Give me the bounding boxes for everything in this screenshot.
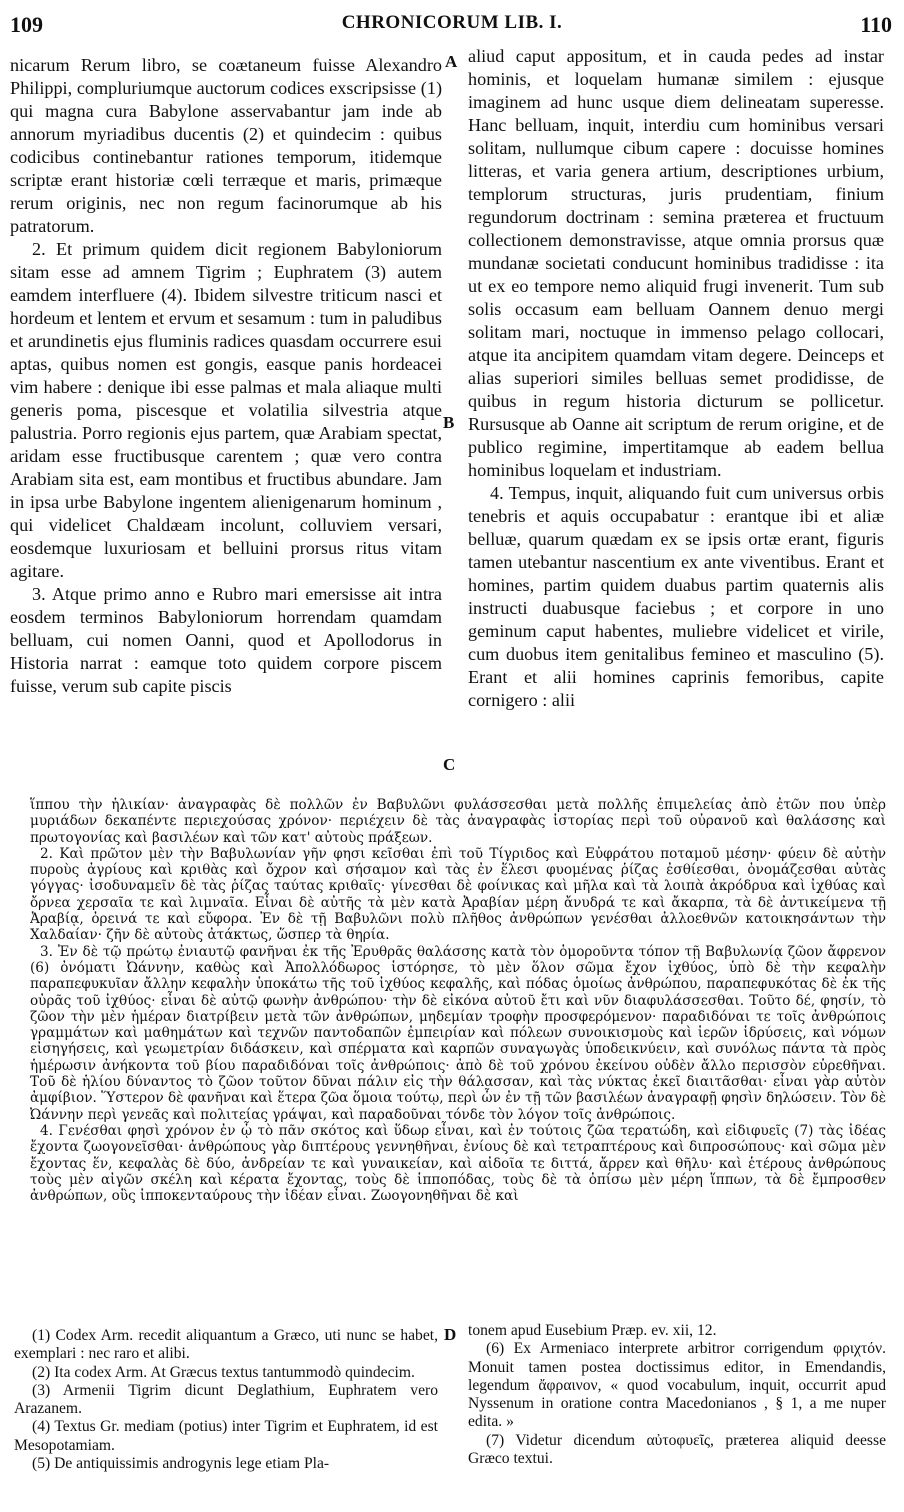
latin-paragraph: aliud caput appositum, et in cauda pedes ad instar hominis, et loquelam humanæ similem : ejusque imaginem ad hunc usque diem delineatam superesse. Hanc belluam, inquit, interdiu cum hominibus versari solitam, nullumque cibum capere : docuisse homines litteras, et varia genera artium, descriptiones urbium, templorum structuras, juris prudentiam, finium regundorum doctrinam : semina præterea et fructuum collectionem demonstravisse, atque omnia prorsus quæ mundanæ societati conducunt hominibus tradidisse : ita ut ex eo tempore nemo aliquid frugi invenerit. Tum sub solis occasum eam belluam Oannem denuo mergi solitam mari, noctuque in immenso pelago collocari, atque ita ancipitem quamdam vitam degere. Deinceps et alias superiori similes belluas semet prodidisse, de quibus in regum historia dicturum se pollicetur. Rursusque ab Oanne ait scriptum de rerum origine, et de publico regimine, impertitamque ab eadem bellua hominibus loquelam et industriam. (468, 46, 884, 480)
running-title: CHRONICORUM LIB. I. (341, 12, 563, 33)
latin-column-right (468, 45, 884, 788)
footnote: (2) Ita codex Arm. At Græcus textus tantummodò quindecim. (32, 1363, 415, 1381)
margin-marker-a: A (445, 52, 458, 71)
greek-paragraph: 4. Γενέσθαι φησὶ χρόνον ἐν ᾧ τὸ πᾶν σκότος καὶ ὕδωρ εἶναι, καὶ ἐν τούτοις ζῶα τερατώδη, καὶ εἰδιφυεῖς (7) τὰς ἰδέας ἔχοντα ζωογονεῖσθαι· ἀνθρώπους γὰρ διπτέρους γεννηθῆναι, ἐνίους δὲ καὶ τετραπτέρους καὶ διπροσώπους· καὶ σῶμα μὲν ἔχοντας ἕν, κεφαλὰς δὲ δύο, ἀνδρείαν τε καὶ γυναικείαν, καὶ αἰδοῖα τε διττά, ἄρρεν καὶ θῆλυ· καὶ ἑτέρους ἀνθρώπους τοὺς μὲν αἰγῶν σκέλη καὶ κέρατα ἔχοντας, τοὺς δὲ ἱπποπόδας, τοὺς δὲ τὰ ὀπίσω μὲν μέρη ἵππων, τὰ δὲ ἔμπροσθεν ἀνθρώπων, οὓς ἱπποκενταύρους τὴν ἰδέαν εἶναι. Ζωογονηθῆναι δὲ καὶ (30, 1122, 886, 1205)
margin-marker-c: C (443, 755, 456, 774)
footnote: (1) Codex Arm. recedit aliquantum a Græco, uti nunc se habet, exemplari : nec raro et alibi. (14, 1327, 438, 1363)
running-header (0, 8, 904, 44)
footnote: (6) Ex Armeniaco interprete arbitror corrigendum φριχτόν. Monuit tamen postea doctissimus editor, in Emendandis, legendum ἄφραινον, « quod vocabulum, inquit, occurrit apud Nyssenum in oratione contra Macedonianos , § 1, a me nuper edita. » (468, 1340, 886, 1431)
latin-paragraph: nicarum Rerum libro, se coætaneum fuisse Alexandro Philippi, compluriumque auctorum codices exscripsisse (1) qui magna cura Babylone asservabantur jam inde ab annorum myriadibus ducentis (2) et quindecim : quibus codicibus continebantur rationes temporum, itidemque scriptæ erant historiæ cœli terræque et maris, primæque rerum originis, nec non regum facinorumque ab his patratorum. (10, 55, 442, 236)
footnote: (7) Videtur dicendum αὐτοφυεῖς, præterea aliquid deesse Græco textui. (468, 1431, 886, 1468)
margin-marker-b: B (443, 413, 455, 432)
footnote: (5) De antiquissimis androgynis lege etiam Pla- (32, 1455, 330, 1473)
greek-paragraph: ἵππου τὴν ἡλικίαν· ἀναγραφὰς δὲ πολλῶν ἐν Βαβυλῶνι φυλάσσεσθαι μετὰ πολλῆς ἐπιμελείας ἀπὸ ἐτῶν που ὑπὲρ μυριάδων δεκαπέντε περιεχούσας χρόνον· περιέχειν δὲ τὰς ἀναγραφὰς ἱστορίας περὶ τοῦ οὐρανοῦ καὶ θαλάσσης καὶ πρωτογονίας καὶ βασιλέων καὶ τῶν κατ' αὐτοὺς πράξεων. (30, 797, 886, 846)
greek-paragraph: 3. Ἐν δὲ τῷ πρώτῳ ἐνιαυτῷ φανῆναι ἐκ τῆς Ἐρυθρᾶς θαλάσσης κατὰ τὸν ὁμοροῦντα τόπον τῇ Βαβυλωνίᾳ ζῶον ἄφρενον (6) ὀνόματι Ὠάννην, καθὼς καὶ Ἀπολλόδωρος ἱστόρησε, τὸ μὲν ὅλον σῶμα ἔχον ἰχθύος, ὑπὸ δὲ τὴν κεφαλὴν παραπεφυκυῖαν ἄλλην κεφαλὴν ὑποκάτω τῆς τοῦ ἰχθύος κεφαλῆς, καὶ πόδας ὁμοίως ἀνθρώπου, παραπεφυκότας δὲ ἐκ τῆς οὐρᾶς τοῦ ἰχθύος· εἶναι δὲ αὐτῷ φωνὴν ἀνθρώπου· τὴν δὲ εἰκόνα αὐτοῦ ἔτι καὶ νῦν διαφυλάσσεσθαι. Τοῦτο δέ, φησίν, τὸ ζῶον τὴν μὲν ἡμέραν διατρίβειν μετὰ τῶν ἀνθρώπων, μηδεμίαν τροφὴν προσφερόμενον· παραδιδόναι τε τοῖς ἀνθρώποις γραμμάτων καὶ μαθημάτων καὶ τεχνῶν παντοδαπῶν ἐμπειρίαν καὶ πόλεων συνοικισμοὺς καὶ ἱερῶν ἱδρύσεις, καὶ νόμων εἰσηγήσεις, καὶ γεωμετρίαν διδάσκειν, καὶ σπέρματα καὶ καρπῶν συναγωγὰς ὑποδεικνύειν, καὶ συνόλως πάντα τὰ πρὸς ἡμέρωσιν ἀνήκοντα τοῦ βίου παραδιδόναι τοῖς ἀνθρώποις· ἀπὸ δὲ τοῦ χρόνου ἐκείνου οὐδὲν ἄλλο περισσὸν εὑρεθῆναι. Τοῦ δὲ ἡλίου δύναντος τὸ ζῶον τοῦτον δῦναι πάλιν εἰς τὴν θάλασσαν, καὶ τὰς νύκτας ἐκεῖ διαιτᾶσθαι· εἶναι γὰρ αὐτὸν ἀμφίβιον. Ὕστερον δὲ φανῆναι καὶ ἕτερα ζῶα ὅμοια τούτῳ, περὶ ὧν ἐν τῇ τῶν βασιλέων ἀναγραφῇ φησὶν δηλώσειν. Τὸν δὲ Ὠάννην περὶ γενεᾶς καὶ πολιτείας γράψαι, καὶ παραδοῦναι τόνδε τὸν λόγον τοῖς ἀνθρώποις. (30, 943, 886, 1123)
latin-paragraph: 4. Tempus, inquit, aliquando fuit cum universus orbis tenebris et aquis occupabatur : erantque ibi et aliæ belluæ, quarum quædam ex se ipsis ortæ erant, figuris tamen utebantur nascentium ex ante viventibus. Erant et homines, partim quidem duabus partim quaternis alis instructi duabusque faciebus ; et corpore in uno geminum caput habentes, muliebre videlicet et virile, cum duobus item genitalibus femineo et masculino (5). Erant et alii homines caprinis femoribus, capite cornigero : alii (468, 483, 884, 710)
margin-marker-d: D (444, 1325, 457, 1344)
latin-paragraph: 2. Et primum quidem dicit regionem Babyloniorum sitam esse ad amnem Tigrim ; Euphratem (3) autem eamdem interfluere (4). Ibidem silvestre triticum nasci et hordeum et lentem et ervum et sesamum : tum in paludibus et arundinetis ejus fluminis radices quasdam occurrere esui aptas, quibus nomen est gongis, easque panis hordeacei vim habere : denique ibi esse palmas et mala aliaque multi generis poma, piscesque et volatilia silvestria atque palustria. Porro regionis ejus partem, quæ Arabiam spectat, aridam esse fructibusque carentem ; quæ vero contra Arabiam sita est, eam montibus et fructibus abundare. Jam in ipsa urbe Babylone ingentem alienigenarum hominum , qui videlicet Chaldæam incolunt, colluviem versari, eosdemque luxuriosam et belluini prorsus ritus vitam agitare. (10, 239, 442, 581)
footnote: (3) Armenii Tigrim dicunt Deglathium, Euphratem vero Arazanem. (14, 1381, 438, 1418)
latin-paragraph: 3. Atque primo anno e Rubro mari emersisse ait intra eosdem terminos Babyloniorum horrendam quamdam belluam, cui nomen Oanni, quod et Apollodorus in Historia narrat : eamque toto quidem corpore piscem fuisse, verum sub capite piscis (10, 584, 442, 696)
greek-text-block (30, 797, 886, 1315)
footnotes-right (468, 1322, 886, 1507)
footnotes-left (14, 1327, 438, 1507)
greek-paragraph: 2. Καὶ πρῶτον μὲν τὴν Βαβυλωνίαν γῆν φησι κεῖσθαι ἐπὶ τοῦ Τίγριδος καὶ Εὐφράτου ποταμοῦ μέσην· φύειν δὲ αὐτὴν πυροὺς ἀγρίους καὶ κριθὰς καὶ ὄχρον καὶ σήσαμον καὶ τὰς ἐν ἕλεσι φυομένας ῥίζας ἐσθίεσθαι, ὀνομάζεσθαι αὐτὰς γόγγας· ἰσοδυναμεῖν δὲ τὰς ῥίζας ταύτας κριθαῖς· γίνεσθαι δὲ φοίνικας καὶ μῆλα καὶ τὰ λοιπὰ ἀκρόδρυα καὶ ἰχθύας καὶ ὄρνεα χερσαῖα τε καὶ λιμναῖα. Εἶναι δὲ αὐτῆς τὰ μὲν κατὰ Ἀραβίαν μέρη ἄνυδρά τε καὶ ἄκαρπα, τὰ δὲ ἀντικείμενα τῇ Ἀραβίᾳ, ὀρεινά τε καὶ εὔφορα. Ἐν δὲ τῇ Βαβυλῶνι πολὺ πλῆθος ἀνθρώπων γενέσθαι ἀλλοεθνῶν κατοικησάντων τὴν Χαλδαίαν· ζῆν δὲ αὐτοὺς ἀτάκτως, ὥσπερ τὰ θηρία. (30, 845, 886, 944)
footnote: tonem apud Eusebium Præp. ev. xii, 12. (468, 1322, 717, 1339)
page-number-left: 109 (10, 12, 43, 37)
page-number-right: 110 (860, 12, 892, 37)
latin-column-left (10, 54, 442, 788)
footnote: (4) Textus Gr. mediam (potius) inter Tigrim et Euphratem, id est Mesopotamiam. (14, 1418, 438, 1454)
